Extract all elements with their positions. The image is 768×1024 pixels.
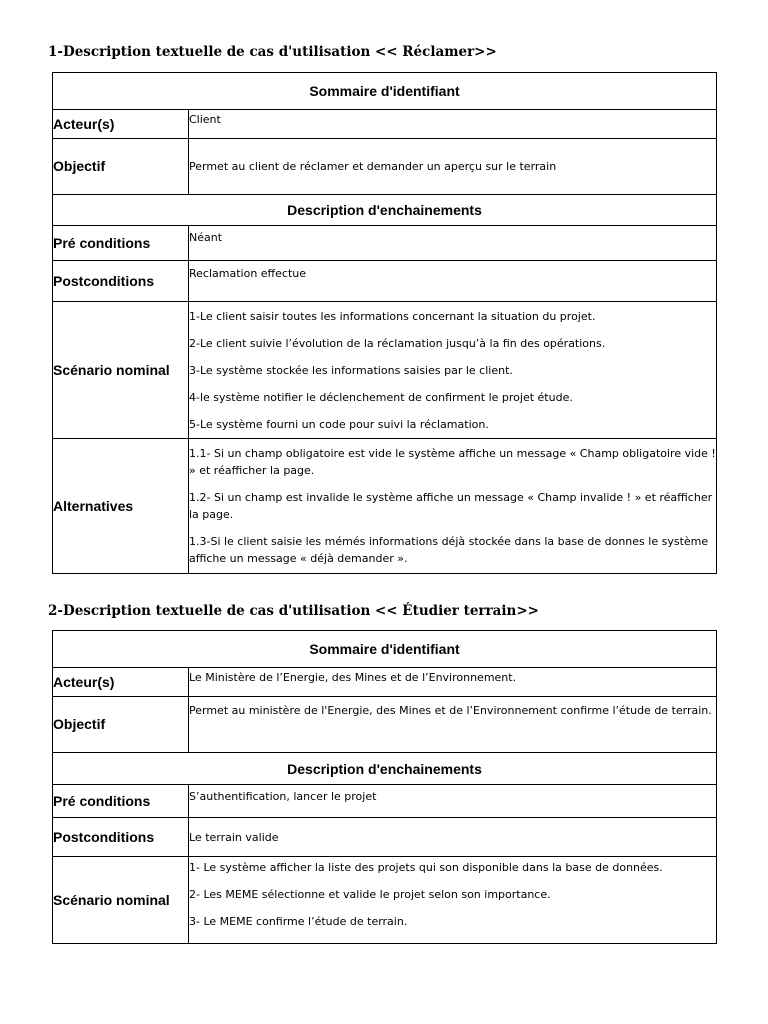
scenario-steps [189, 302, 717, 439]
preconditions-value: S’authentification, lancer le projet [189, 785, 717, 818]
scenario-step: 4-le système notifier le déclenchement de confirment le projet étude. [189, 390, 573, 404]
sommaire-header: Sommaire d'identifiant [53, 73, 717, 110]
scenario-label: Scénario nominal [53, 857, 189, 944]
scenario-step: 3- Le MEME confirme l’étude de terrain. [189, 915, 408, 928]
scenario-step: 1-Le client saisir toutes les informations concernant la situation du projet. [189, 309, 596, 323]
acteurs-label: Acteur(s) [53, 110, 189, 139]
postconditions-label: Postconditions [53, 261, 189, 302]
postconditions-value: Le terrain valide [189, 818, 717, 857]
postconditions-label: Postconditions [53, 818, 189, 857]
alternatives-list [189, 439, 717, 574]
scenario-step: 2-Le client suivie l’évolution de la réclamation jusqu’à la fin des opérations. [189, 336, 606, 350]
postconditions-value: Reclamation effectue [189, 261, 717, 302]
description-header: Description d'enchainements [53, 753, 717, 785]
scenario-step: 5-Le système fourni un code pour suivi la réclamation. [189, 417, 489, 431]
alternatives-label: Alternatives [53, 439, 189, 574]
scenario-step: 2- Les MEME sélectionne et valide le projet selon son importance. [189, 888, 551, 901]
scenario-label: Scénario nominal [53, 302, 189, 439]
scenario-step: 3-Le système stockée les informations saisies par le client. [189, 363, 513, 377]
acteurs-value: Le Ministère de l’Energie, des Mines et de l’Environnement. [189, 668, 717, 697]
scenario-step: 1- Le système afficher la liste des projets qui son disponible dans la base de données. [189, 861, 663, 874]
sommaire-header: Sommaire d'identifiant [53, 631, 717, 668]
objectif-label: Objectif [53, 697, 189, 753]
objectif-value: Permet au client de réclamer et demander un aperçu sur le terrain [189, 139, 717, 195]
alternative-item: 1.3-Si le client saisie les mémés informations déjà stockée dans la base de donnes le système affiche un message « déjà demander ». [189, 535, 709, 565]
use-case-table-etudier-terrain [52, 630, 717, 944]
section-2-heading: 2-Description textuelle de cas d'utilisation << Étudier terrain>> [48, 603, 539, 619]
objectif-value: Permet au ministère de l'Energie, des Mines et de l’Environnement confirme l’étude de terrain. [189, 697, 717, 753]
alternative-item: 1.2- Si un champ est invalide le système affiche un message « Champ invalide ! » et réafficher la page. [189, 491, 713, 521]
section-1-heading: 1-Description textuelle de cas d'utilisation << Réclamer>> [48, 44, 497, 60]
acteurs-label: Acteur(s) [53, 668, 189, 697]
preconditions-label: Pré conditions [53, 226, 189, 261]
alternative-item: 1.1- Si un champ obligatoire est vide le système affiche un message « Champ obligatoire vide ! » et réafficher la page. [189, 447, 716, 477]
description-header: Description d'enchainements [53, 195, 717, 226]
use-case-table-reclamer [52, 72, 717, 574]
acteurs-value: Client [189, 110, 717, 139]
objectif-label: Objectif [53, 139, 189, 195]
preconditions-label: Pré conditions [53, 785, 189, 818]
scenario-steps [189, 857, 717, 944]
preconditions-value: Néant [189, 226, 717, 261]
